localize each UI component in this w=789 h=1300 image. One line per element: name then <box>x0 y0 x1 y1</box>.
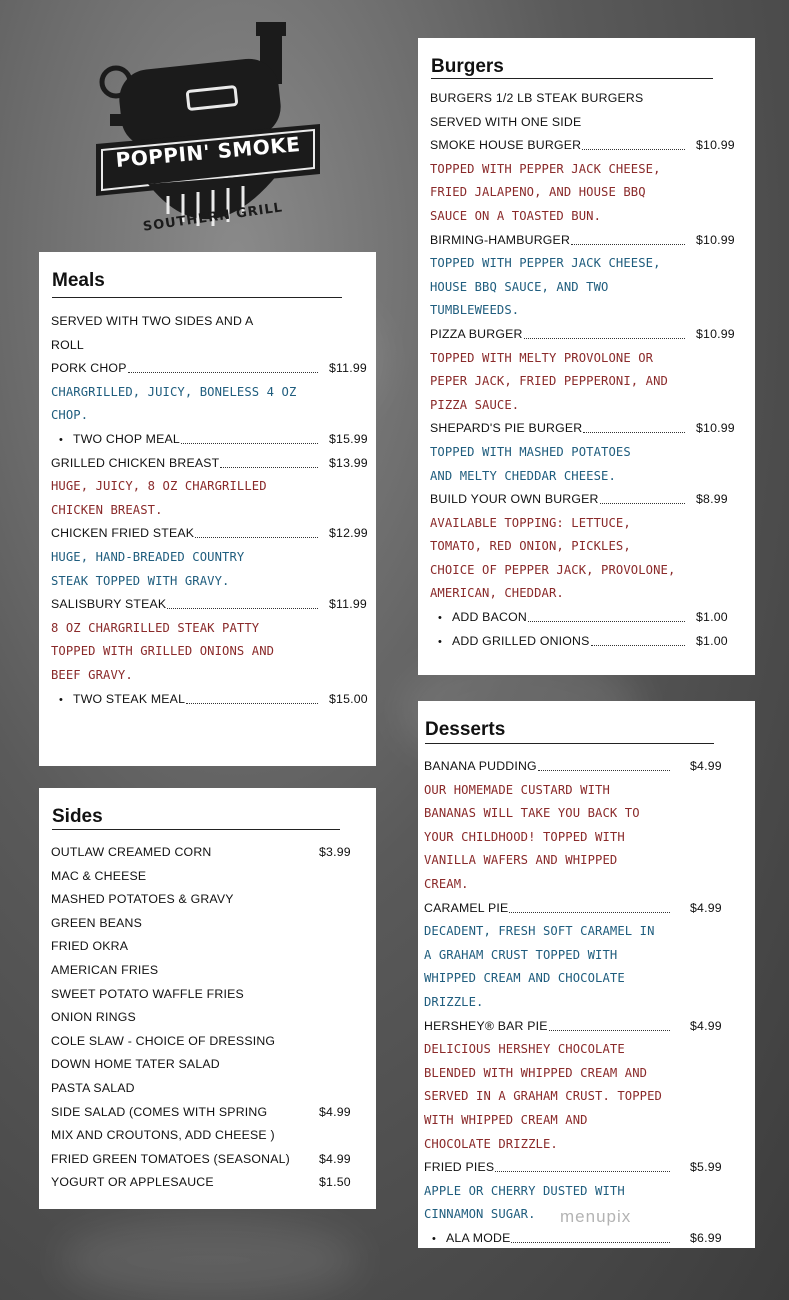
menu-item <box>51 593 366 617</box>
description-text: TOPPED WITH MELTY PROVOLONE OR <box>430 350 654 365</box>
item-description <box>51 570 366 594</box>
item-name: DOWN HOME TATER SALAD <box>51 1057 220 1072</box>
dot-leader <box>495 1171 670 1172</box>
item-description <box>430 299 745 323</box>
item-name: SERVED WITH ONE SIDE <box>430 114 582 129</box>
menu-line <box>51 1171 366 1195</box>
item-name: MIX AND CROUTONS, ADD CHEESE ) <box>51 1128 275 1143</box>
item-name: ROLL <box>51 337 84 352</box>
menu-line <box>51 1148 366 1172</box>
sides-heading: Sides <box>52 806 103 827</box>
item-description <box>424 849 745 873</box>
dot-leader <box>509 912 670 913</box>
description-text: TOMATO, RED ONION, PICKLES, <box>430 539 631 554</box>
item-name: • TWO STEAK MEAL <box>51 688 185 713</box>
description-text: HOUSE BBQ SAUCE, AND TWO <box>430 279 609 294</box>
item-description <box>51 664 366 688</box>
item-price: $10.99 <box>696 421 735 436</box>
item-description <box>424 967 745 991</box>
menu-item <box>424 1227 745 1251</box>
menu-line <box>51 959 366 983</box>
menu-item <box>430 630 745 654</box>
heading-divider <box>431 78 713 79</box>
burgers-panel <box>418 38 755 675</box>
description-text: APPLE OR CHERRY DUSTED WITH <box>424 1183 625 1198</box>
item-name: • ALA MODE <box>424 1227 510 1252</box>
item-name: PORK CHOP <box>51 361 127 376</box>
item-description <box>430 252 745 276</box>
item-name: CARAMEL PIE <box>424 900 509 915</box>
description-text: TOPPED WITH PEPPER JACK CHEESE, <box>430 161 661 176</box>
item-description <box>430 535 745 559</box>
desserts-heading: Desserts <box>425 719 506 740</box>
item-name: SIDE SALAD (COMES WITH SPRING <box>51 1104 268 1119</box>
dot-leader <box>128 372 318 373</box>
description-text: SERVED IN A GRAHAM CRUST. TOPPED <box>424 1089 662 1104</box>
menu-line <box>51 1101 366 1125</box>
description-text: AND MELTY CHEDDAR CHEESE. <box>430 468 616 483</box>
item-description <box>424 1062 745 1086</box>
menu-line <box>51 935 366 959</box>
item-price: $10.99 <box>696 232 735 247</box>
item-price: $1.50 <box>319 1175 351 1190</box>
item-price: $10.99 <box>696 326 735 341</box>
item-name: PIZZA BURGER <box>430 326 523 341</box>
item-description <box>430 181 745 205</box>
menu-item <box>51 688 366 712</box>
menu-item <box>424 755 745 779</box>
description-text: PIZZA SAUCE. <box>430 397 520 412</box>
description-text: HUGE, JUICY, 8 OZ CHARGRILLED <box>51 479 267 494</box>
description-text: TOPPED WITH MASHED POTATOES <box>430 444 631 459</box>
item-name: SALISBURY STEAK <box>51 597 167 612</box>
item-description <box>424 779 745 803</box>
dot-leader <box>181 443 318 444</box>
menu-line <box>51 865 366 889</box>
description-text: CHICKEN BREAST. <box>51 502 163 517</box>
item-price: $4.99 <box>690 900 722 915</box>
item-name: FRIED PIES <box>424 1160 495 1175</box>
description-text: TUMBLEWEEDS. <box>430 303 520 318</box>
item-description <box>51 617 366 641</box>
item-price: $5.99 <box>690 1160 722 1175</box>
description-text: TOPPED WITH PEPPER JACK CHEESE, <box>430 256 661 271</box>
item-description <box>424 1085 745 1109</box>
item-name: FRIED OKRA <box>51 939 129 954</box>
item-name: GREEN BEANS <box>51 915 143 930</box>
description-text: OUR HOMEMADE CUSTARD WITH <box>424 782 610 797</box>
item-description <box>430 465 745 489</box>
item-name: OUTLAW CREAMED CORN <box>51 845 212 859</box>
dot-leader <box>549 1030 670 1031</box>
item-name: SHEPARD'S PIE BURGER <box>430 421 583 436</box>
item-description <box>424 920 745 944</box>
menu-line <box>51 1030 366 1054</box>
description-text: TOPPED WITH GRILLED ONIONS AND <box>51 644 275 659</box>
item-description <box>424 802 745 826</box>
item-name: • ADD BACON <box>430 606 527 631</box>
menu-line <box>51 841 366 865</box>
item-price: $8.99 <box>696 492 728 507</box>
description-text: DECADENT, FRESH SOFT CARAMEL IN <box>424 924 655 939</box>
description-text: 8 OZ CHARGRILLED STEAK PATTY <box>51 620 260 635</box>
sides-panel <box>39 788 376 1209</box>
item-description <box>430 347 745 371</box>
item-price: $4.99 <box>690 1018 722 1033</box>
heading-divider <box>52 829 340 830</box>
description-text: WITH WHIPPED CREAM AND <box>424 1112 588 1127</box>
dot-leader <box>591 645 685 646</box>
description-text: VANILLA WAFERS AND WHIPPED <box>424 853 618 868</box>
item-description <box>51 404 366 428</box>
item-description <box>430 205 745 229</box>
item-price: $1.00 <box>696 610 728 625</box>
menu-item <box>51 357 366 381</box>
menu-item <box>51 428 366 452</box>
menu-line <box>430 87 745 111</box>
item-description <box>430 276 745 300</box>
dot-leader <box>167 608 318 609</box>
item-price: $6.99 <box>690 1230 722 1245</box>
menu-item <box>51 452 366 476</box>
menu-line <box>51 1124 366 1148</box>
item-description <box>51 381 366 405</box>
item-name: HERSHEY® BAR PIE <box>424 1018 548 1033</box>
menu-item <box>430 134 745 158</box>
logo-title: POPPIN' SMOKE <box>114 131 302 173</box>
item-description <box>424 944 745 968</box>
smoke-wisp <box>60 1220 360 1300</box>
description-text: FRIED JALAPENO, AND HOUSE BBQ <box>430 185 646 200</box>
item-description <box>424 1180 745 1204</box>
menu-line <box>51 310 366 334</box>
heading-divider <box>52 297 342 298</box>
item-price: $15.00 <box>329 691 368 706</box>
item-name: BUILD YOUR OWN BURGER <box>430 492 599 507</box>
item-description <box>51 499 366 523</box>
item-name: GRILLED CHICKEN BREAST <box>51 455 220 470</box>
item-price: $4.99 <box>319 1104 351 1119</box>
item-name: SMOKE HOUSE BURGER <box>430 138 582 153</box>
item-description <box>424 873 745 897</box>
description-text: BLENDED WITH WHIPPED CREAM AND <box>424 1065 648 1080</box>
menu-item <box>430 323 745 347</box>
menu-line <box>430 111 745 135</box>
item-price: $15.99 <box>329 431 368 446</box>
menu-item <box>430 606 745 630</box>
description-text: CHOP. <box>51 408 89 423</box>
desserts-panel <box>418 701 755 1248</box>
item-name: BURGERS 1/2 LB STEAK BURGERS <box>430 91 644 105</box>
menu-line <box>51 1077 366 1101</box>
dot-leader <box>583 432 685 433</box>
item-name: PASTA SALAD <box>51 1080 135 1095</box>
description-text: SAUCE ON A TOASTED BUN. <box>430 208 602 223</box>
description-text: BEEF GRAVY. <box>51 667 133 682</box>
item-description <box>424 1133 745 1157</box>
item-name: SWEET POTATO WAFFLE FRIES <box>51 986 244 1001</box>
dot-leader <box>538 770 670 771</box>
item-price: $4.99 <box>690 759 722 773</box>
menu-line <box>51 888 366 912</box>
menu-item <box>51 522 366 546</box>
menu-item <box>424 1156 745 1180</box>
item-description <box>51 475 366 499</box>
item-description <box>424 1109 745 1133</box>
description-text: BANANAS WILL TAKE YOU BACK TO <box>424 806 640 821</box>
description-text: CHOICE OF PEPPER JACK, PROVOLONE, <box>430 562 676 577</box>
menu-line <box>51 912 366 936</box>
dot-leader <box>511 1242 670 1243</box>
item-name: FRIED GREEN TOMATOES (SEASONAL) <box>51 1151 290 1166</box>
meals-heading: Meals <box>52 270 105 291</box>
description-text: HUGE, HAND-BREADED COUNTRY <box>51 549 245 564</box>
item-name: COLE SLAW - CHOICE OF DRESSING <box>51 1033 276 1048</box>
item-name: MASHED POTATOES & GRAVY <box>51 892 234 907</box>
item-description <box>430 582 745 606</box>
item-name: • TWO CHOP MEAL <box>51 428 180 453</box>
description-text: CHARGRILLED, JUICY, BONELESS 4 OZ <box>51 384 297 399</box>
item-description <box>424 826 745 850</box>
description-text: DRIZZLE. <box>424 994 484 1009</box>
menu-item <box>430 488 745 512</box>
burgers-heading: Burgers <box>431 56 504 77</box>
item-description <box>424 1038 745 1062</box>
description-text: CREAM. <box>424 876 469 891</box>
description-text: A GRAHAM CRUST TOPPED WITH <box>424 947 618 962</box>
dot-leader <box>528 621 685 622</box>
dot-leader <box>220 467 318 468</box>
restaurant-logo <box>88 14 328 246</box>
item-name: BANANA PUDDING <box>424 759 537 773</box>
watermark: menupix <box>560 1207 632 1226</box>
description-text: AVAILABLE TOPPING: LETTUCE, <box>430 515 631 530</box>
description-text: STEAK TOPPED WITH GRAVY. <box>51 573 230 588</box>
item-price: $11.99 <box>329 597 367 612</box>
description-text: WHIPPED CREAM AND CHOCOLATE <box>424 971 625 986</box>
item-price: $10.99 <box>696 138 735 153</box>
item-description <box>51 546 366 570</box>
dot-leader <box>186 703 318 704</box>
logo-subtitle: SOUTHERN GRILL <box>142 200 284 235</box>
menu-line <box>51 1053 366 1077</box>
item-price: $4.99 <box>319 1151 351 1166</box>
meals-panel <box>39 252 376 766</box>
item-description <box>430 158 745 182</box>
item-name: BIRMING-HAMBURGER <box>430 232 571 247</box>
dot-leader <box>524 338 685 339</box>
dot-leader <box>600 503 685 504</box>
item-description <box>430 394 745 418</box>
item-description <box>430 441 745 465</box>
item-price: $12.99 <box>329 526 368 541</box>
item-name: CHICKEN FRIED STEAK <box>51 526 195 541</box>
item-price: $11.99 <box>329 361 367 376</box>
item-description <box>424 991 745 1015</box>
dot-leader <box>582 149 685 150</box>
item-description <box>430 370 745 394</box>
heading-divider <box>425 743 714 744</box>
description-text: AMERICAN, CHEDDAR. <box>430 586 564 601</box>
item-price: $3.99 <box>319 845 351 859</box>
description-text: CHOCOLATE DRIZZLE. <box>424 1136 558 1151</box>
description-text: PEPER JACK, FRIED PEPPERONI, AND <box>430 374 668 389</box>
dot-leader <box>195 537 318 538</box>
item-name: AMERICAN FRIES <box>51 962 159 977</box>
menu-item <box>424 897 745 921</box>
menu-line <box>51 983 366 1007</box>
item-name: YOGURT OR APPLESAUCE <box>51 1175 214 1190</box>
menu-line <box>51 1006 366 1030</box>
menu-item <box>430 417 745 441</box>
description-text: YOUR CHILDHOOD! TOPPED WITH <box>424 829 625 844</box>
item-name: SERVED WITH TWO SIDES AND A <box>51 314 254 328</box>
item-price: $1.00 <box>696 633 728 648</box>
dot-leader <box>571 244 685 245</box>
item-name: ONION RINGS <box>51 1010 136 1025</box>
item-description <box>430 512 745 536</box>
item-name: • ADD GRILLED ONIONS <box>430 630 590 655</box>
menu-item <box>430 229 745 253</box>
item-price: $13.99 <box>329 455 368 470</box>
description-text: CINNAMON SUGAR. <box>424 1207 536 1222</box>
description-text: DELICIOUS HERSHEY CHOCOLATE <box>424 1042 625 1057</box>
item-description <box>430 559 745 583</box>
menu-line <box>51 334 366 358</box>
item-name: MAC & CHEESE <box>51 868 147 883</box>
menu-item <box>424 1015 745 1039</box>
item-description <box>51 640 366 664</box>
